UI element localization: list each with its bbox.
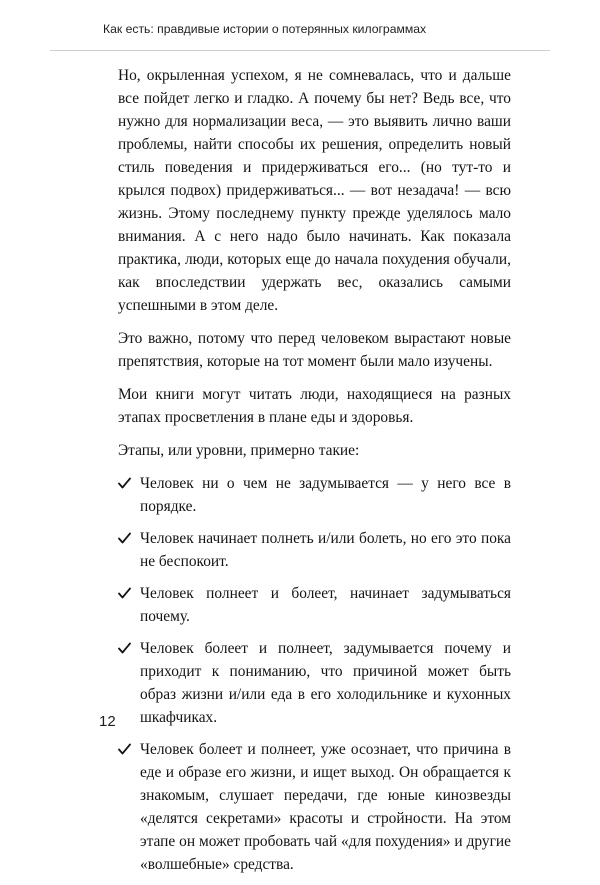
check-mark-icon [118,743,131,755]
list-item [118,738,511,876]
list-item-text: Человек болеет и полнеет, задумывается почему и приходит к пониманию, что причиной может быть образ жизни и/или еда в его холодильнике и кухонных шкафчиках. [140,640,511,726]
list-item-text: Человек полнеет и болеет, начинает задумываться почему. [140,585,511,625]
list-item-text: Человек болеет и полнеет, уже осознает, что причина в еде и образе его жизни, и ищет выход. Он обращается к знакомым, слушает передачи, где юные кинозвезды «делятся секретами» красоты и стройности. На этом этапе он может пробовать чай «для похудения» и другие «волшебные» средства. [140,741,511,873]
paragraph-3: Мои книги могут читать люди, находящиеся на разных этапах просветления в плане еды и здоровья. [118,386,511,426]
paragraph-2: Это важно, потому что перед человеком вырастают новые препятствия, которые на тот момент были мало изучены. [118,330,511,370]
paragraph-1: Но, окрыленная успехом, я не сомневалась, что и дальше все пойдет легко и гладко. А почему бы нет? Ведь все, что нужно для нормализации веса, — это выявить лично ваши проблемы, найти способы их решения, определить новый стиль поведения и придерживаться его... (но тут-то и крылся подвох) придерживаться... — вот незадача! — всю жизнь. Этому последнему пункту прежде уделялось мало внимания. А с него надо было начинать. Как показала практика, люди, которых еще до начала похудения обучали, как впоследствии удержать вес, оказались самыми успешными в этом деле. [118,67,511,314]
list-item-text: Человек начинает полнеть и/или болеть, но его это пока не беспокоит. [140,530,511,570]
paragraph-4: Этапы, или уровни, примерно такие: [118,442,360,459]
check-mark-icon [118,642,131,654]
header-rule [50,50,550,51]
list-item [118,527,511,573]
check-mark-icon [118,532,131,544]
check-mark-icon [118,587,131,599]
check-mark-icon [118,477,131,489]
list-item [118,582,511,628]
running-header: Как есть: правдивые истории о потерянных килограммах [103,22,427,36]
stages-list [118,472,511,876]
page-number: 12 [99,713,116,730]
list-item-text: Человек ни о чем не задумывается — у него все в порядке. [140,475,511,515]
list-item [118,472,511,518]
list-item [118,637,511,729]
page-body [118,64,511,885]
